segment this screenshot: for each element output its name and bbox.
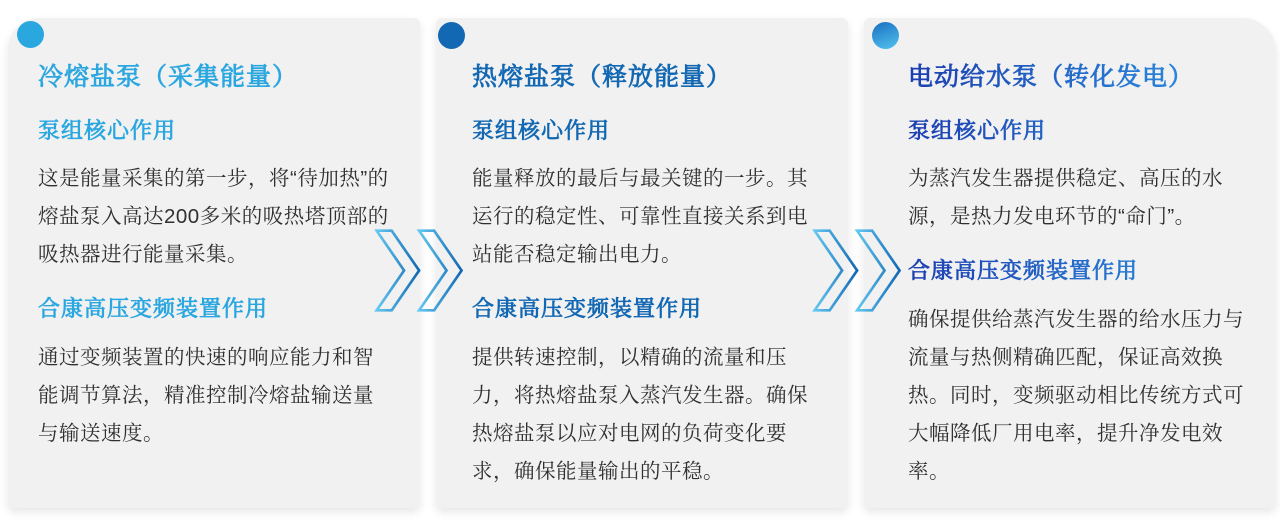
section-heading-vfd-role: 合康高压变频装置作用 (38, 296, 392, 322)
section-body-pump-role: 为蒸汽发生器提供稳定、高压的水源，是热力发电环节的“命门”。 (908, 167, 1223, 229)
card-hot-molten-salt-pump (436, 18, 848, 508)
section-body-vfd-role: 确保提供给蒸汽发生器的给水压力与流量与热侧精确匹配，保证高效换热。同时，变频驱动相比传统方式可大幅降低厂用电率，提升净发电效率。 (908, 307, 1244, 483)
corner-dot-icon (872, 22, 899, 49)
section-body-pump-role: 这是能量采集的第一步，将“待加热”的熔盐泵入高达200多米的吸热塔顶部的吸热器进行能量采集。 (38, 167, 389, 267)
section-heading-pump-role: 泵组核心作用 (908, 118, 1256, 144)
card-title: 冷熔盐泵（采集能量） (38, 62, 392, 92)
section-heading-vfd-role: 合康高压变频装置作用 (908, 258, 1256, 284)
section-heading-pump-role: 泵组核心作用 (38, 118, 392, 144)
card-cold-molten-salt-pump (8, 18, 420, 508)
section-body-pump-role: 能量释放的最后与最关键的一步。其运行的稳定性、可靠性直接关系到电站能否稳定输出电力。 (472, 167, 808, 267)
section-heading-pump-role: 泵组核心作用 (472, 118, 820, 144)
chevron-arrow-icon (374, 228, 466, 313)
card-electric-feedwater-pump (864, 18, 1276, 508)
section-body-vfd-role: 提供转速控制，以精确的流量和压力，将热熔盐泵入蒸汽发生器。确保热熔盐泵以应对电网的负荷变化要求，确保能量输出的平稳。 (472, 345, 808, 483)
card-title: 热熔盐泵（释放能量） (472, 62, 820, 92)
chevron-arrow-icon (812, 228, 904, 313)
corner-dot-icon (17, 21, 44, 48)
section-heading-vfd-role: 合康高压变频装置作用 (472, 296, 820, 322)
section-body-vfd-role: 通过变频装置的快速的响应能力和智能调节算法，精准控制冷熔盐输送量与输送速度。 (38, 345, 374, 445)
corner-dot-icon (438, 22, 465, 49)
card-title: 电动给水泵（转化发电） (908, 62, 1256, 92)
